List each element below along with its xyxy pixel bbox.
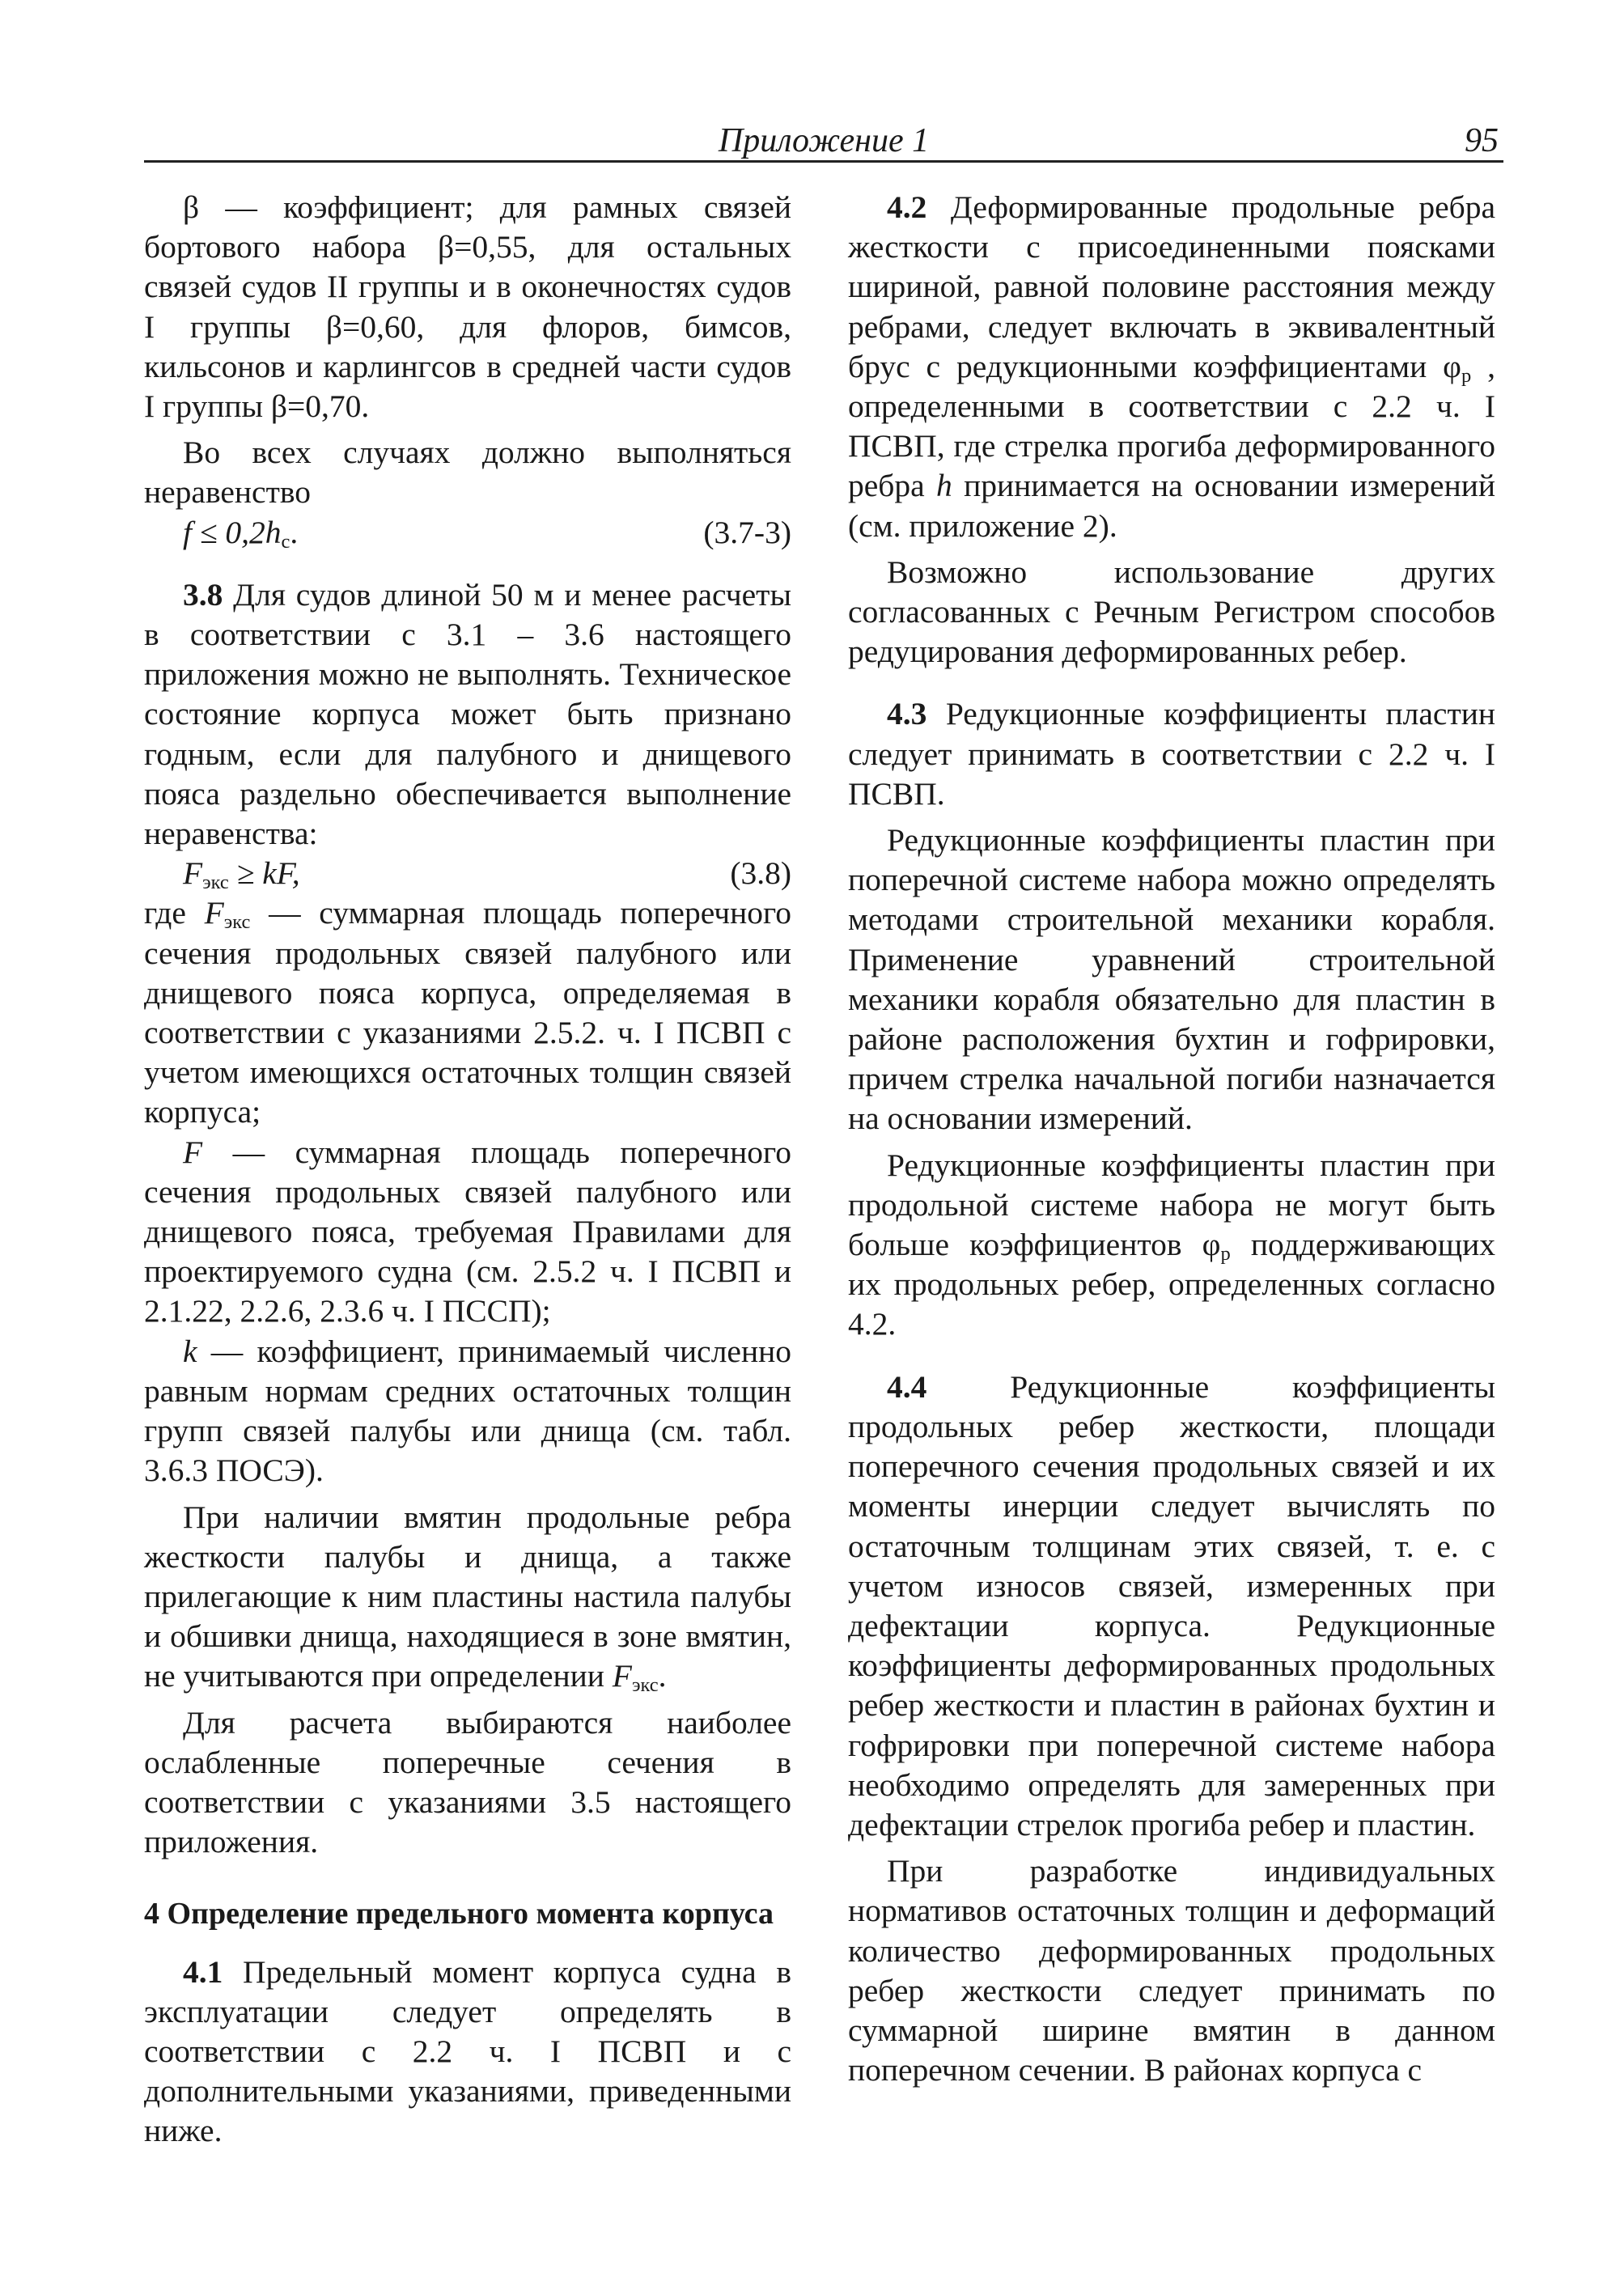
running-title: Приложение 1 [718,122,930,159]
formula-3-8-expression: $F_{экс}$ ≥ kF, [183,855,300,894]
formula-3-8 [144,854,791,893]
formula-3-7-3-expression: $f \le 0,2h_с$. [183,514,299,553]
paragraph-inequality-intro: Во всех случаях должно выполняться неравенство [144,435,791,511]
paragraph-4-2: 4.2 Деформированные продольные ребра жесткости с присоединенными поясками шириной, равной половине расстояния между ребрами, следует включать в эквивалентный брус с редукционными коэффициентами $\varphi_р$ , определенными в соответствии с 2.2 ч. I ПСВП, где стрелка прогиба деформированного ребра h принимается на основании измерений (см. приложение 2). [848,189,1496,544]
section-heading-4: 4 Определение предельного момента корпуса [144,1897,774,1931]
paragraph-other-methods: Возможно использование других согласованных с Речным Регистром способов редуцирования деформированных ребер. [848,553,1495,670]
paragraph-dents: При наличии вмятин продольные ребра жесткости палубы и днища, а также прилегающие к ним пластины настила палубы и обшивки днища, находящиеся в зоне вмятин, не учитываются при определении $F_{экс}$. [144,1499,791,1697]
paragraph-4-1: 4.1 Предельный момент корпуса судна в эксплуатации следует определять в соответствии с 2.2 ч. I ПСВП и с дополнительными указаниями, приведенными ниже. [144,1953,791,2149]
page-number: 95 [1465,122,1499,159]
section-number-3-8: 3.8 [183,576,223,613]
paragraph-f-exs-definition: где $F_{экс}$ — суммарная площадь поперечного сечения продольных связей палубного или днищевого пояса корпуса, определяемая в соответствии с указаниями 2.5.2. ч. I ПСВП с учетом имеющихся остаточных толщин связей корпуса; [144,895,791,1130]
paragraph-k-definition: k — коэффициент, принимаемый численно равным нормам средних остаточных толщин групп связей палубы или днища (см. табл. 3.6.3 ПОСЭ). [144,1333,791,1489]
section-number-4-3: 4.3 [887,696,927,732]
running-header [144,120,1503,163]
formula-3-7-3-number: (3.7-3) [703,514,791,550]
section-number-4-1: 4.1 [183,1953,223,1990]
paragraph-4-4: 4.4 Редукционные коэффициенты продольных ребер жесткости, площади поперечного сечения продольных связей и их моменты инерции следует вычислять по остаточным толщинам этих связей, т. е. с учетом износов связей, измеренных при дефектации корпуса. Редукционные коэффициенты деформированных продольных ребер жесткости и пластин в районах бухтин и гофрировки при поперечной системе набора необходимо определять для замеренных при дефектации стрелок прогиба ребер и пластин. [848,1368,1495,1842]
formula-3-8-number: (3.8) [730,855,791,892]
paragraph-individual-norms: При разработке индивидуальных нормативов остаточных толщин и деформаций количество деформированных продольных ребер жесткости следует принимать по суммарной ширине вмятин в данном поперечном сечении. В районах корпуса с [848,1853,1495,2088]
paragraph-4-3: 4.3 Редукционные коэффициенты пластин следует принимать в соответствии с 2.2 ч. I ПСВП. [848,696,1495,812]
paragraph-3-8: 3.8 Для судов длиной 50 м и менее расчеты в соответствии с 3.1 – 3.6 настоящего приложения можно не выполнять. Техническое состояние корпуса может быть признано годным, если для палубного и днищевого пояса раздельно обеспечивается выполнение неравенства: [144,576,791,852]
paragraph-beta-coefficient: β — коэффициент; для рамных связей бортового набора β=0,55, для остальных связей судов II группы и в оконечностях судов I группы β=0,60, для флоров, бимсов, кильсонов и карлингсов в средней части судов I группы β=0,70. [144,189,791,425]
left-column [144,188,791,2152]
right-column [848,188,1495,2090]
section-number-4-4: 4.4 [887,1368,927,1405]
paragraph-weakened-sections: Для расчета выбираются наиболее ослабленные поперечные сечения в соответствии с указаниями 3.5 настоящего приложения. [144,1704,791,1860]
section-number-4-2: 4.2 [887,189,927,225]
paragraph-transverse-system: Редукционные коэффициенты пластин при поперечной системе набора можно определять методами строительной механики корабля. Применение уравнений строительной механики корабля обязательно для пластин в районе расположения бухтин и гофрировки, причем стрелка начальной погиби назначается на основании измерений. [848,822,1495,1137]
paragraph-longitudinal-system: Редукционные коэффициенты пластин при продольной системе набора не могут быть больше коэффициентов $\varphi_р$ поддерживающих их продольных ребер, определенных согласно 4.2. [848,1147,1495,1342]
formula-3-7-3 [144,513,791,553]
paragraph-f-definition: F — суммарная площадь поперечного сечения продольных связей палубного или днищевого пояса, требуемая Правилами для проектируемого судна (см. 2.5.2 ч. I ПСВП и 2.1.22, 2.2.6, 2.3.6 ч. I ПССП); [144,1134,791,1329]
